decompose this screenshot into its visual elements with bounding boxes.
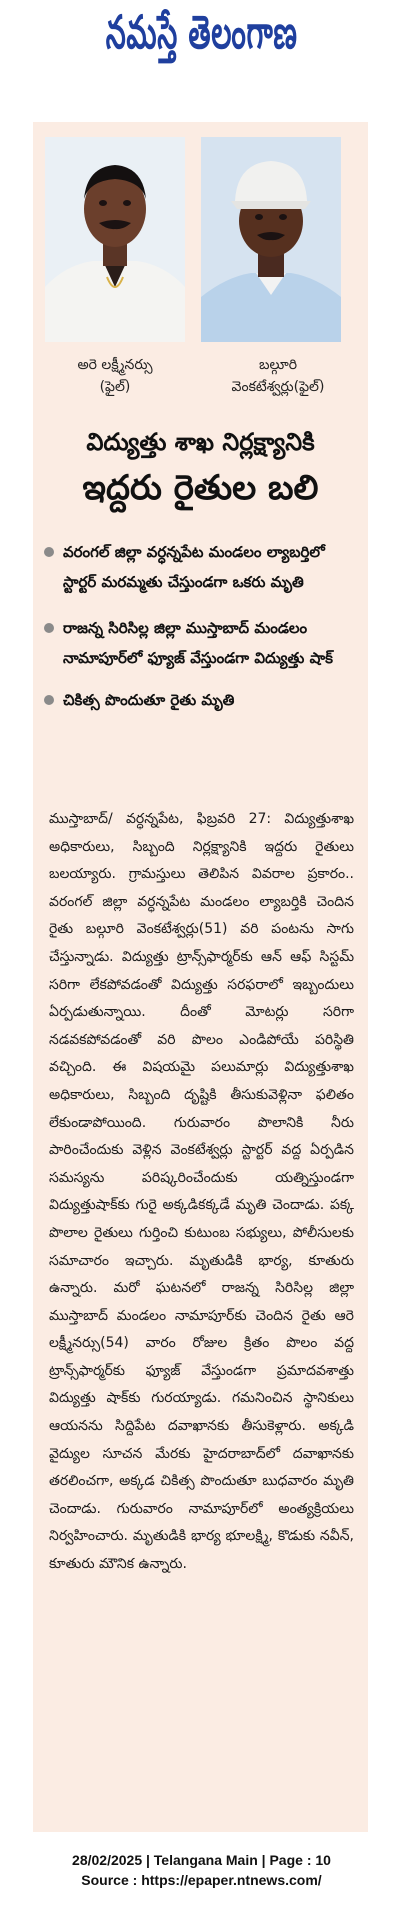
footer <box>0 1850 403 1890</box>
photo-farmer-right <box>201 137 341 342</box>
bullet-dot-icon <box>44 695 54 705</box>
bullet-item <box>33 537 368 597</box>
newspaper-title: నమస్తే తెలంగాణ <box>105 5 298 59</box>
portrait-man-white-shirt <box>45 137 185 342</box>
article-dateline: ముస్తాబాద్/ వర్ధన్నపేట, ఫిబ్రవరి 27: <box>49 811 272 827</box>
article-body-text: విద్యుత్తుశాఖ అధికారులు, సిబ్బంది నిర్లక్ష్యానికి ఇద్దరు రైతులు బలయ్యారు. గ్రామస్తులు తెలిపిన వివరాల ప్రకారం.. వరంగల్ జిల్లా వర్ధన్నపేట మండలం ల్యాబర్తికి చెందిన రైతు బల్గూరి వెంకటేశ్వర్లు(51) వరి పంటను సాగు చేస్తున్నాడు. విద్యుత్తు ట్రాన్స్‌ఫార్మర్‌కు ఆన్ ఆఫ్ సిస్టమ్ సరిగా లేకపోవడంతో విద్యుత్తు సరఫరాలో ఇబ్బందులు ఏర్పడుతున్నాయి. దీంతో మోటర్లు సరిగా నడవకపోవడంతో వరి పొలం ఎండిపోయే పరిస్థితి వచ్చింది. ఈ విషయమై పలుమార్లు విద్యుత్తుశాఖ అధికారులు, సిబ్బంది దృష్టికి తీసుకువెళ్లినా ఫలితం లేకుండాపోయింది. గురువారం పొలానికి నీరు పారించేందుకు వెళ్లిన వెంకటేశ్వర్లు స్టార్టర్ వద్ద ఏర్పడిన సమస్యను పరిష్కరించేందుకు యత్నిస్తుండగా విద్యుత్తుషాక్‌కు గురై అక్కడికక్కడే మృతి చెందాడు. పక్క పొలాల రైతులు గుర్తించి కుటుంబ సభ్యులు, పోలీసులకు సమాచారం ఇచ్చారు. మృతుడికి భార్య, కూతురు ఉన్నారు. మరో ఘటనలో రాజన్న సిరిసిల్ల జిల్లా ముస్తాబాద్ మండలం నామాపూర్‌కు చెందిన రైతు ఆరె లక్ష్మీనర్సు(54) వారం రోజుల క్రితం పొలం వద్ద ట్రాన్స్‌ఫార్మర్‌కు ఫ్యూజ్ వేస్తుండగా ప్రమాదవశాత్తు విద్యుత్తు షాక్‌కు గురయ్యాడు. గమనించిన స్థానికులు ఆయనను సిద్దిపేట దవాఖానకు తీసుకెళ్లారు. అక్కడి వైద్యుల సూచన మేరకు హైదరాబాద్‌లో దవాఖానకు తరలించగా, అక్కడ చికిత్స పొందుతూ బుధవారం మృతి చెందాడు. గురువారం నామాపూర్‌లో అంత్యక్రియలు నిర్వహించారు. మృతుడికి భార్య భూలక్ష్మి, కొడుకు నవీన్, కూతురు మౌనిక ఉన్నారు. <box>49 811 355 1573</box>
bullet-text: వరంగల్ జిల్లా వర్ధన్నపేట మండలం ల్యాబర్తిలో స్టార్టర్ మరమ్మతు చేస్తుండగా ఒకరు మృతి <box>63 543 325 591</box>
bullet-list <box>33 537 368 731</box>
caption-right-name: బల్గూరి <box>258 357 298 373</box>
masthead <box>0 0 403 76</box>
bullet-text: రాజన్న సిరిసిల్ల జిల్లా ముస్తాబాద్ మండలం నామాపూర్‌లో ఫ్యూజ్ వేస్తుండగా విద్యుత్తు షాక్ <box>63 619 333 667</box>
bullet-dot-icon <box>44 623 54 633</box>
bullet-item <box>33 613 368 673</box>
caption-left-tag: (ఫైల్) <box>99 379 131 395</box>
headline-line-2: ఇద్దరు రైతుల బలి <box>82 468 319 508</box>
headline <box>33 422 368 514</box>
bullet-dot-icon <box>44 547 54 557</box>
article-body <box>49 806 354 1579</box>
caption-left-name: అరె లక్ష్మీనర్సు <box>77 357 153 373</box>
footer-edition-info: 28/02/2025 | Telangana Main | Page : 10 <box>72 1852 331 1868</box>
headline-line-1: విద్యుత్తు శాఖ నిర్లక్ష్యానికి <box>86 428 315 456</box>
footer-source: Source : https://epaper.ntnews.com/ <box>81 1872 322 1888</box>
caption-right <box>198 354 358 398</box>
caption-left <box>35 354 195 398</box>
article-clipping <box>33 122 368 1832</box>
photo-farmer-left <box>45 137 185 342</box>
bullet-item <box>33 685 368 715</box>
caption-right-tag: వెంకటేశ్వర్లు(ఫైల్) <box>231 379 325 395</box>
portrait-man-white-cap <box>201 137 341 342</box>
bullet-text: చికిత్స పొందుతూ రైతు మృతి <box>63 691 235 709</box>
